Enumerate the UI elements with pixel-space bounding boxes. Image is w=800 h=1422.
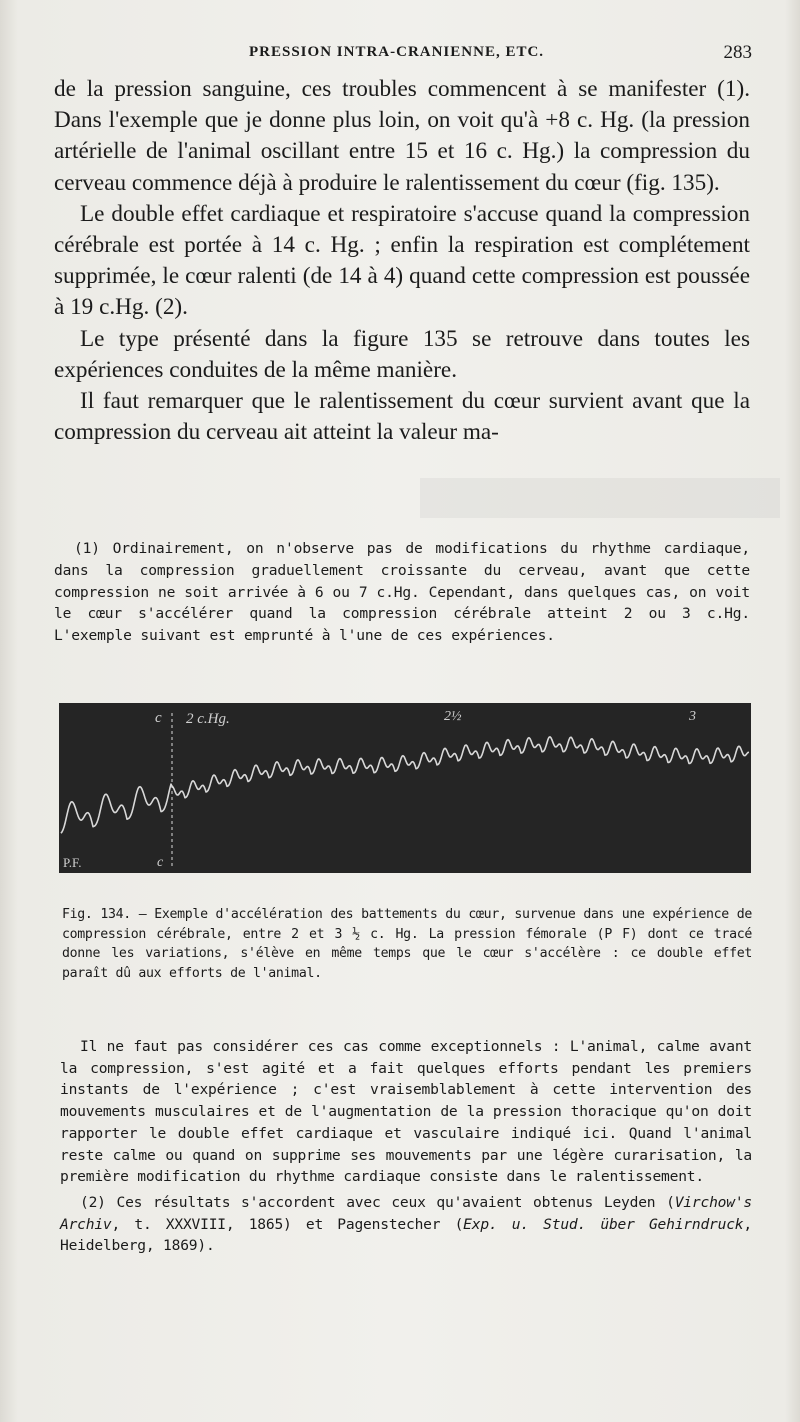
label-pressure-start: 2 c.Hg. [186,711,230,727]
label-c-top: c [155,710,162,726]
footnote-2: (2) Ces résultats s'accordent avec ceux qu'avaient obtenus Leyden (Virchow's Archiv, t. XXXVIII, 1865) et Pagenstecher (Exp. u. Stud. über Gehirndruck, Heidelberg, 1869). [60,1193,752,1255]
paragraph: Le double effet cardiaque et respiratoire s'accuse quand la compression cérébrale est portée à 14 c. Hg. ; enfin la respiration est complétement supprimée, le cœur ralenti (de 14 à 4) quand cette compression est poussée à 19 c.Hg. (2). [54,200,750,321]
running-title: PRESSION INTRA-CRANIENNE, ETC. [249,44,545,60]
reference-title: Exp. u. Stud. über Gehirndruck [463,1215,744,1233]
paragraph: Le type présenté dans la figure 135 se retrouve dans toutes les expériences conduites de la même manière. [54,325,750,383]
page-header [54,44,752,68]
label-pressure-end: 3 [689,709,696,724]
pressure-tracing-svg [59,703,751,873]
show-through-shadow [420,478,780,518]
paragraph: Il faut remarquer que le ralentissement du cœur survient avant que la compression du cerveau ait atteint la valeur ma- [54,388,750,446]
reference-title: Virchow's Archiv [60,1193,752,1233]
label-pressure-mid: 2½ [444,709,462,724]
figure-134-tracing [59,703,751,873]
footnote-1 [54,538,750,647]
footnote-text: (1) Ordinairement, on n'observe pas de modifications du rhythme cardiaque, dans la compression graduellement croissante du cerveau, avant que cette compression ne soit arrivée à 6 ou 7 c.Hg. Cependant, dans quelques cas, on voit le cœur s'accélérer quand la compression cérébrale atteint 2 ou 3 c.Hg. L'exemple suivant est emprunté à l'une de ces expériences. [54,540,750,645]
label-c-bottom: c [157,855,164,870]
page-number: 283 [723,42,752,63]
main-text [54,74,750,448]
footnotes-continued [60,1036,752,1257]
figure-caption [62,905,752,983]
footnote-1-continued: Il ne faut pas considérer ces cas comme exceptionnels : L'animal, calme avant la compression, s'est agité et a fait quelques efforts pendant les premiers instants de l'expérience ; c'est vraisemblablement à cette intervention des mouvements musculaires et de l'augmentation de la pression thoracique qu'on doit rapporter le double effet cardiaque et vasculaire indiqué ici. Quand l'animal reste calme ou quand on supprime ses mouvements par une légère curarisation, la première modification du rhythme cardiaque consiste dans le ralentissement. [60,1038,752,1186]
label-pf: P.F. [63,855,82,870]
caption-text: Fig. 134. — Exemple d'accélération des battements du cœur, survenue dans une expérience de compression cérébrale, entre 2 et 3 ½ c. Hg. La pression fémorale (P F) dont ce tracé donne les variations, s'élève en même temps que le cœur s'accélère : ce double effet paraît dû aux efforts de l'animal. [62,907,752,981]
paragraph: de la pression sanguine, ces troubles commencent à se manifester (1). Dans l'exemple que je donne plus loin, on voit qu'à +8 c. Hg. (la pression artérielle de l'animal oscillant entre 15 et 16 c. Hg.) la compression du cerveau commence déjà à produire le ralentissement du cœur (fig. 135). [54,76,750,196]
